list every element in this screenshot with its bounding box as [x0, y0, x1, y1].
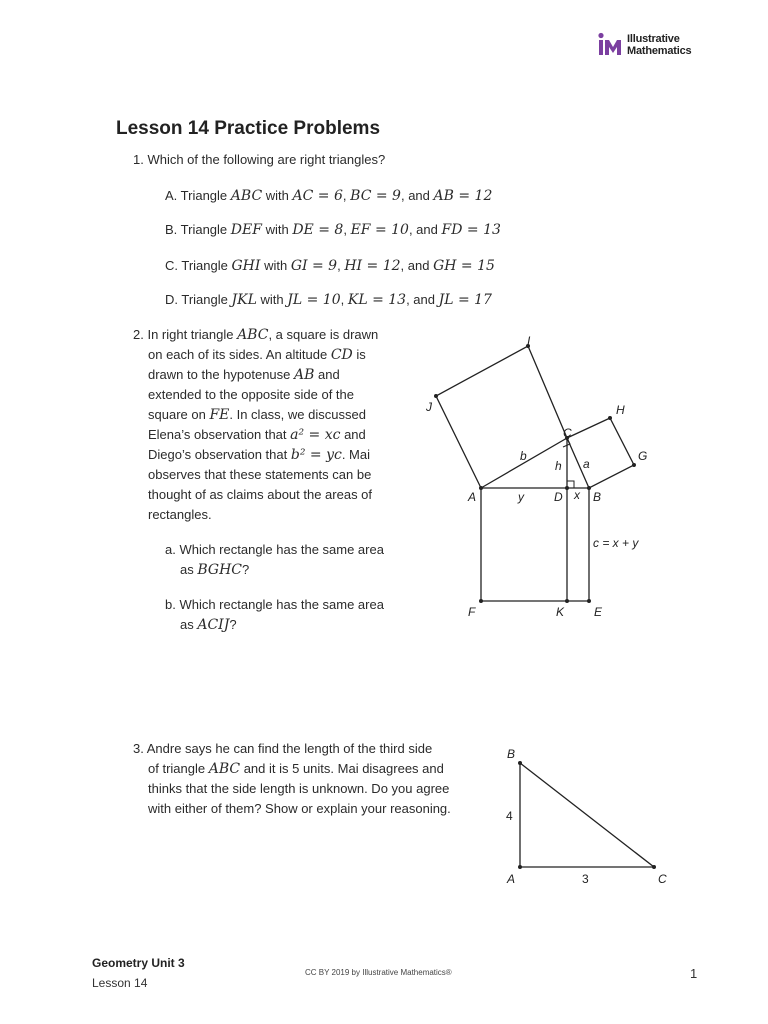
text: and: [314, 367, 340, 382]
p2-line8: observes that these statements can be: [148, 467, 372, 482]
option-triangle: DEF: [230, 222, 262, 238]
and-text: , and: [400, 258, 430, 273]
text: ?: [229, 617, 237, 632]
option-side1: GI = 9: [290, 258, 338, 274]
vertex-b: [518, 761, 522, 765]
option-side3: FD = 13: [441, 222, 501, 238]
footer-copyright: CC BY 2019 by Illustrative Mathematics®: [305, 968, 452, 977]
text: Elena’s observation that: [148, 427, 291, 442]
comma: ,: [343, 222, 347, 237]
page-number: 1: [690, 966, 698, 981]
option-triangle: ABC: [230, 188, 263, 204]
label-i: I: [527, 334, 531, 348]
option-triangle: JKL: [231, 292, 257, 308]
option-side3: AB = 12: [433, 188, 493, 204]
text: on each of its sides. An altitude: [148, 347, 331, 362]
option-with: with: [260, 292, 284, 307]
label-j: J: [426, 400, 432, 414]
label-c: C: [563, 426, 572, 440]
p3-line1: 3. Andre says he can find the length of the third side: [133, 741, 433, 756]
p2-line9: thought of as claims about the areas of: [148, 487, 373, 502]
label-e: E: [594, 605, 603, 619]
label-b-side: b: [520, 449, 527, 463]
brand-line2: Mathematics: [627, 45, 692, 57]
text: and: [340, 427, 366, 442]
vertex-a: [518, 865, 522, 869]
label-h: H: [616, 403, 625, 417]
and-text: , and: [406, 292, 435, 307]
option-side2: KL = 13: [347, 292, 407, 308]
footer-lesson: Lesson 14: [92, 976, 148, 990]
math: b² = yc: [290, 447, 342, 463]
text: , a square is drawn: [268, 327, 379, 342]
option-with: with: [265, 188, 289, 203]
text: and it is 5 units. Mai disagrees and: [240, 761, 444, 776]
comma: ,: [342, 188, 347, 203]
brand-line1: Illustrative: [627, 33, 680, 45]
math: AB: [294, 367, 315, 383]
label-vertex-a: A: [507, 872, 516, 886]
option-side3: JL = 17: [438, 292, 492, 308]
option-prefix: C. Triangle: [165, 258, 228, 273]
option-side1: JL = 10: [287, 292, 341, 308]
p2-line4: extended to the opposite side of the: [148, 387, 354, 402]
option-side3: GH = 15: [433, 258, 495, 274]
label-a-side: a: [583, 457, 590, 471]
and-text: , and: [400, 188, 430, 203]
p3-line4: with either of them? Show or explain your reasoning.: [148, 801, 451, 816]
math: BGHC: [197, 562, 242, 578]
text: . In class, we discussed: [229, 407, 366, 422]
option-with: with: [264, 258, 288, 273]
label-g: G: [638, 449, 648, 463]
label-side-ac: 3: [582, 872, 589, 886]
vertex-c: [652, 865, 656, 869]
qb-line1: b. Which rectangle has the same area: [165, 597, 384, 612]
text: square on: [148, 407, 210, 422]
p2-line10: rectangles.: [148, 507, 212, 522]
comma: ,: [337, 258, 341, 273]
label-y: y: [518, 490, 524, 504]
text: ?: [242, 562, 250, 577]
label-c-equation: c = x + y: [593, 536, 639, 550]
qa-line1: a. Which rectangle has the same area: [165, 542, 384, 557]
text: . Mai: [341, 447, 370, 462]
option-triangle: GHI: [231, 258, 261, 274]
text: of triangle: [148, 761, 209, 776]
and-text: , and: [408, 222, 438, 237]
label-vertex-b: B: [507, 747, 516, 761]
option-prefix: B. Triangle: [165, 222, 228, 237]
text: is: [352, 347, 366, 362]
p3-line3: thinks that the side length is unknown. Do you agree: [148, 781, 450, 796]
page-title: Lesson 14 Practice Problems: [116, 118, 381, 139]
label-k: K: [556, 605, 565, 619]
label-d: D: [554, 490, 563, 504]
option-side2: HI = 12: [344, 258, 401, 274]
option-prefix: A. Triangle: [165, 188, 228, 203]
text: as: [180, 617, 198, 632]
label-h-altitude: h: [555, 459, 562, 473]
math: ABC: [208, 761, 241, 777]
option-side2: BC = 9: [350, 188, 401, 204]
math: ACIJ: [197, 617, 230, 633]
label-f: F: [468, 605, 476, 619]
comma: ,: [340, 292, 345, 307]
label-x: x: [574, 488, 580, 502]
text: drawn to the hypotenuse: [148, 367, 294, 382]
label-b: B: [593, 490, 602, 504]
option-prefix: D. Triangle: [165, 292, 228, 307]
label-vertex-c: C: [658, 872, 667, 886]
text: Diego’s observation that: [148, 447, 291, 462]
footer-course: Geometry Unit 3: [92, 956, 185, 970]
label-a: A: [468, 490, 477, 504]
math: FE: [209, 407, 230, 423]
label-side-ab: 4: [506, 809, 513, 823]
option-side1: DE = 8: [292, 222, 344, 238]
text: 2. In right triangle: [133, 327, 238, 342]
problem1-stem: 1. Which of the following are right triangles?: [133, 152, 386, 167]
text: as: [180, 562, 198, 577]
triangle-abc: [520, 763, 654, 867]
math: a² = xc: [290, 427, 341, 443]
option-side1: AC = 6: [292, 188, 343, 204]
option-with: with: [265, 222, 289, 237]
math: ABC: [237, 327, 269, 343]
math: CD: [330, 347, 353, 363]
option-side2: EF = 10: [350, 222, 409, 238]
